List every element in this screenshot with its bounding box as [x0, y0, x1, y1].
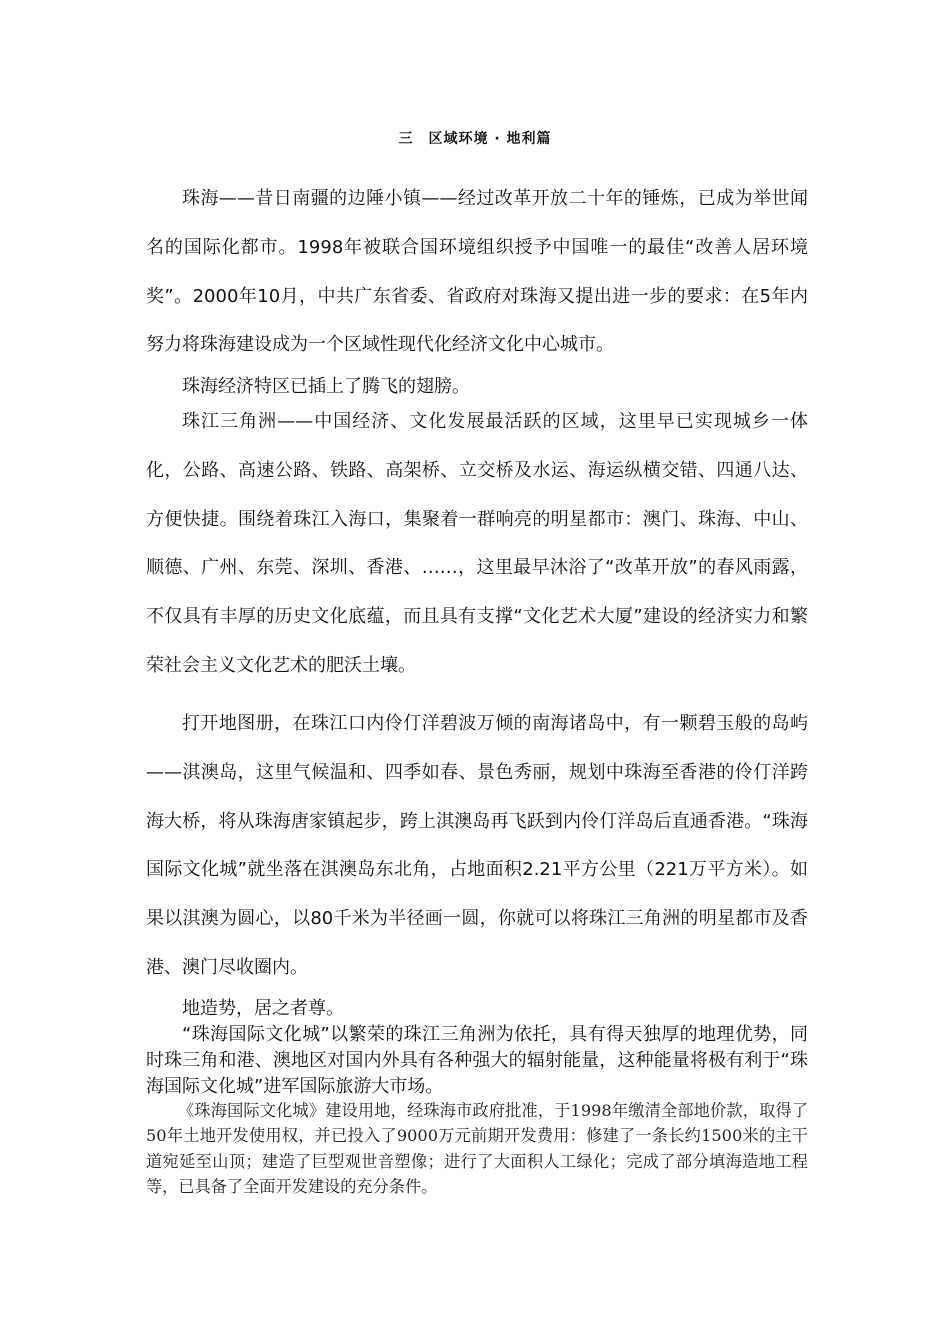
paragraph-land-development: 《珠海国际文化城》建设用地，经珠海市政府批准，于1998年缴清全部地价款，取得了50年土地开发使用权，并已投入了9000万元前期开发费用：修建了一条长约1500米的主干道宛延至山顶；建造了巨型观世音塑像；进行了大面积人工绿化；完成了部分填海造地工程等，已具备了全面开发建设的充分条件。	[146, 1101, 808, 1197]
paragraph-geographic-advantage: “珠海国际文化城”以繁荣的珠江三角洲为依托，具有得天独厚的地理优势，同时珠三角和港、澳地区对国内外具有各种强大的辐射能量，这种能量将极有利于“珠海国际文化城”进军国际旅游大市场。	[146, 1024, 808, 1097]
paragraph-zhuhai-wings: 珠海经济特区已插上了腾飞的翅膀。	[182, 376, 470, 397]
paragraph-pearl-river-delta: 珠江三角洲——中国经济、文化发展最活跃的区域，这里早已实现城乡一体化，公路、高速公路、铁路、高架桥、立交桥及水运、海运纵横交错、四通八达、方便快捷。围绕着珠江入海口，集聚着一群响亮的明星都市：澳门、珠海、中山、顺德、广州、东莞、深圳、香港、……，这里最早沐浴了“改革开放”的春风雨露，不仅具有丰厚的历史文化底蕴，而且具有支撑“文化艺术大厦”建设的经济实力和繁荣社会主义文化艺术的肥沃土壤。	[146, 411, 808, 676]
paragraph-proverb: 地造势，居之者尊。	[182, 998, 344, 1019]
paragraph-qiao-island: 打开地图册，在珠江口内伶仃洋碧波万倾的南海诸岛中，有一颗碧玉般的岛屿——淇澳岛，这里气候温和、四季如春、景色秀丽，规划中珠海至香港的伶仃洋跨海大桥，将从珠海唐家镇起步，跨上淇澳岛再飞跃到内伶仃洋岛后直通香港。“珠海国际文化城”就坐落在淇澳岛东北角，占地面积2.21平方公里（221万平方米）。如果以淇澳为圆心，以80千米为半径画一圆，你就可以将珠江三角洲的明星都市及香港、澳门尽收圈内。	[146, 713, 808, 978]
paragraph-zhuhai-intro: 珠海——昔日南疆的边陲小镇——经过改革开放二十年的锤炼，已成为举世闻名的国际化都市。1998年被联合国环境组织授予中国唯一的最佳“改善人居环境奖”。2000年10月，中共广东省委、省政府对珠海又提出进一步的要求：在5年内努力将珠海建设成为一个区域性现代化经济文化中心城市。	[146, 188, 808, 356]
section-heading: 三 区域环境 · 地利篇	[398, 131, 552, 147]
